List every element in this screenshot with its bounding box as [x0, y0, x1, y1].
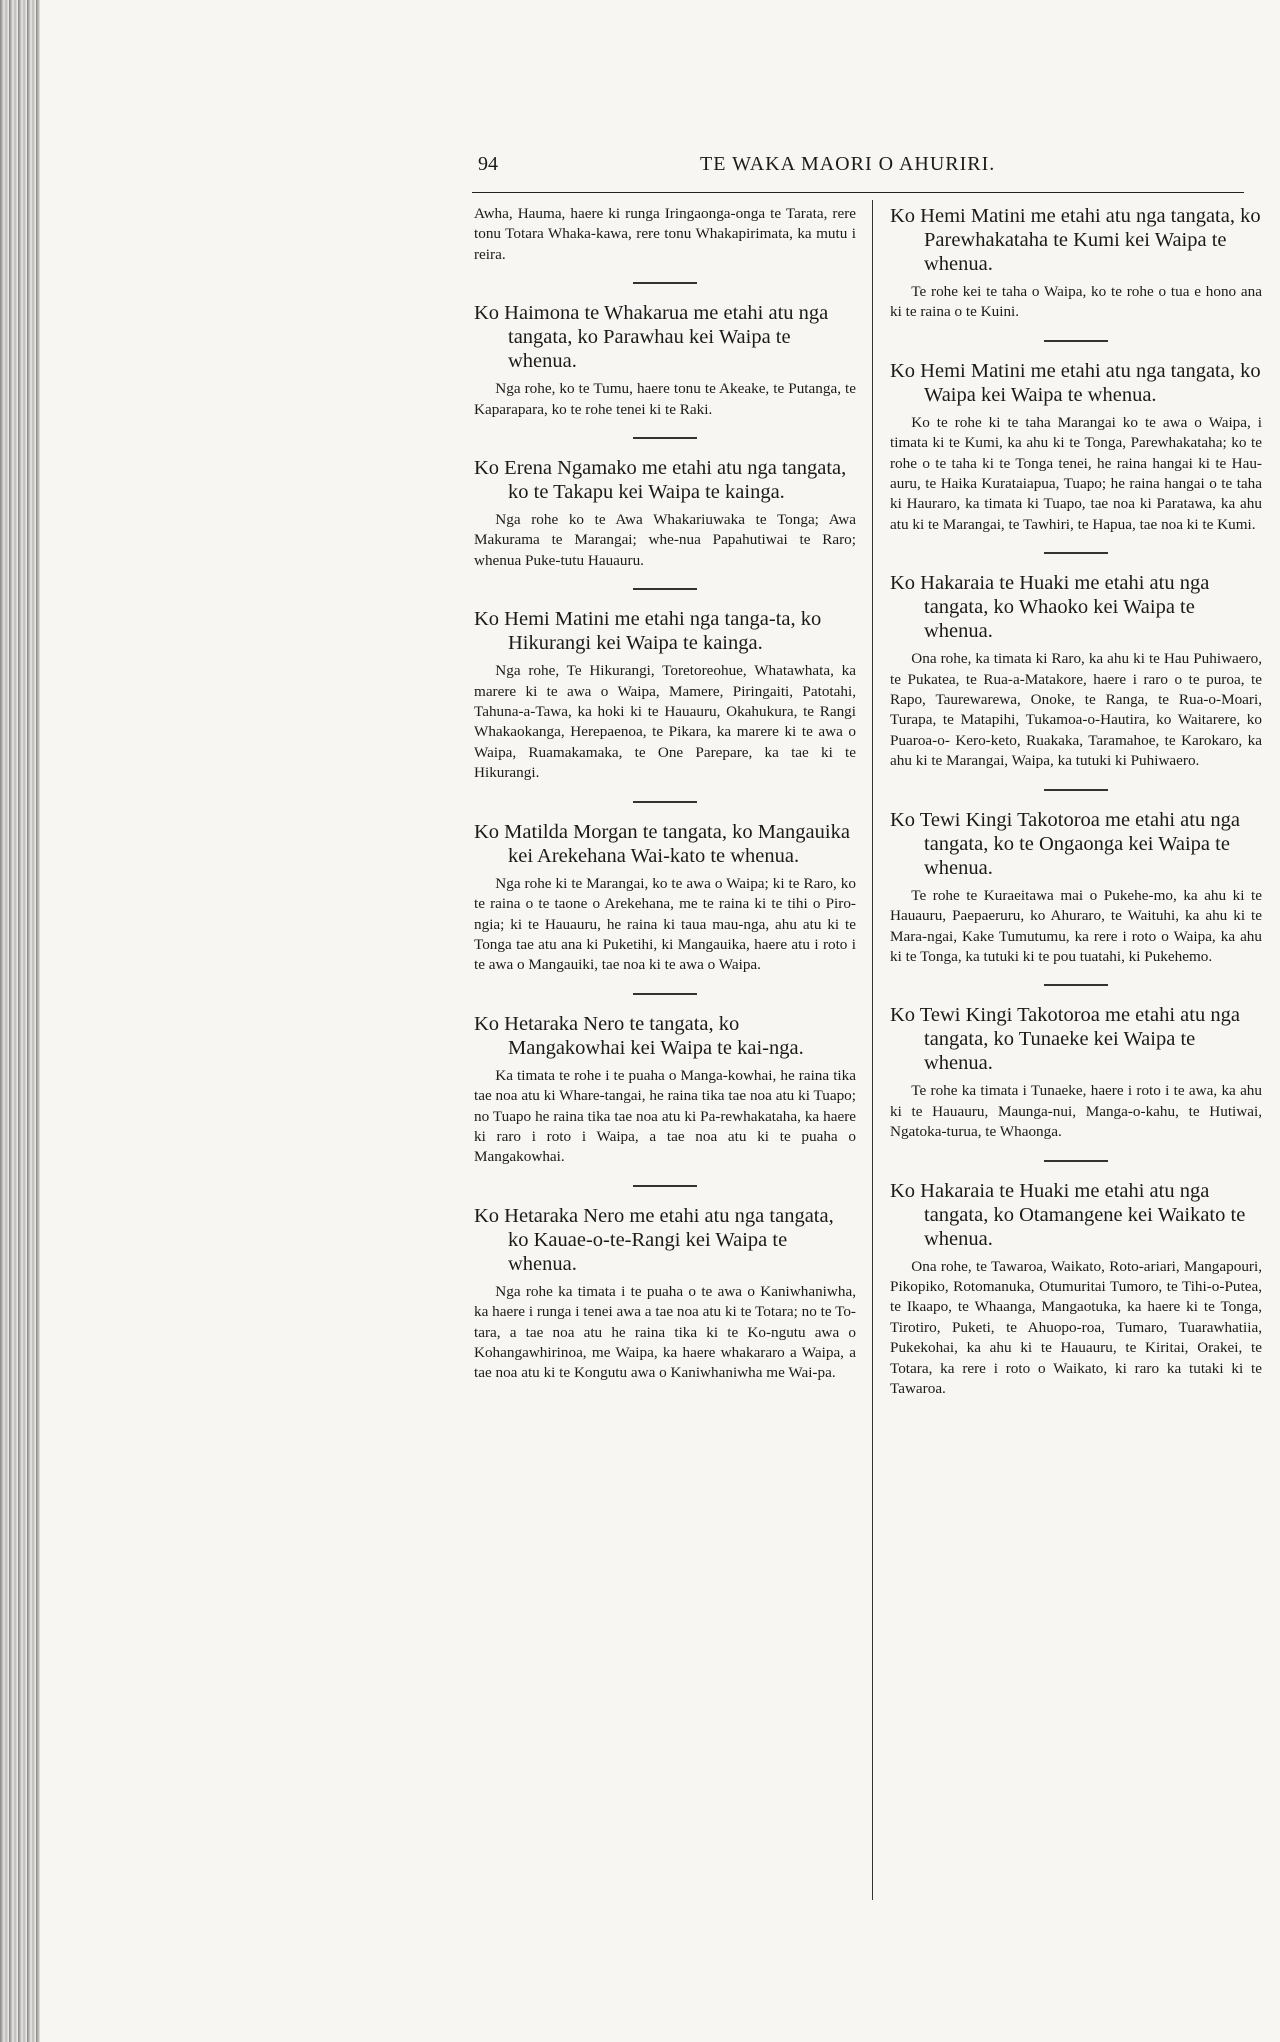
entry-body: Ona rohe, te Tawaroa, Waikato, Roto-ariari, Mangapouri, Pikopiko, Rotomanuka, Otumuritai Tumoro, te Tihi-o-Putea, te Ikaapo, te Whaanga, Mangaotuka, ka haere ki te Tonga, Tirotiro, Puketi, te Ahuopo-roa, Tumaro, Tuarawhatiia, Pukekohai, ka ahu ki te Hauauru, te Kiritai, Orakei, te Totara, ka rere i roto o Waikato, ki raro ka tutaki ki te Tawaroa. [890, 1257, 1262, 1397]
page-header [478, 153, 1234, 183]
entry-heading: Ko Tewi Kingi Takotoroa me etahi atu nga tangata, ko Tunaeke kei Waipa te whenua. [890, 1004, 1240, 1075]
entry-heading: Ko Haimona te Whakarua me etahi atu nga tangata, ko Parawhau kei Waipa te whenua. [474, 302, 829, 373]
land-entry [890, 571, 1262, 771]
entry-heading: Ko Tewi Kingi Takotoroa me etahi atu nga tangata, ko te Ongaonga kei Waipa te whenua. [890, 808, 1240, 879]
separator-rule [633, 993, 697, 995]
left-column [474, 204, 856, 1384]
entry-heading: Ko Hetaraka Nero te tangata, ko Mangakowhai kei Waipa te kai-nga. [474, 1012, 804, 1059]
entry-heading: Ko Matilda Morgan te tangata, ko Mangauika kei Arekehana Wai-kato te whenua. [474, 820, 850, 867]
separator-rule [633, 437, 697, 439]
land-entry [890, 1003, 1262, 1142]
entry-body: Nga rohe, ko te Tumu, haere tonu te Akeake, te Putanga, te Kaparapara, ko te rohe tenei ki te Raki. [474, 380, 856, 418]
separator-rule [633, 801, 697, 803]
separator-rule [1044, 789, 1108, 791]
entry-body: Te rohe kei te taha o Waipa, ko te rohe o tua e hono ana ki te raina o te Kuini. [890, 283, 1262, 321]
land-entry [474, 1204, 856, 1384]
column-divider [872, 200, 873, 1900]
page-number: 94 [478, 153, 498, 175]
land-entry [890, 808, 1262, 968]
land-entry [474, 301, 856, 420]
land-entry [890, 204, 1262, 323]
land-entry [474, 456, 856, 571]
entry-body: Te rohe ka timata i Tunaeke, haere i roto i te awa, ka ahu ki te Hauauru, Maunga-nui, Manga-o-kahu, te Hutiwai, Ngatoka-turua, te Whaonga. [890, 1082, 1262, 1141]
header-rule [472, 192, 1244, 193]
entry-body: Ko te rohe ki te taha Marangai ko te awa o Waipa, i timata ki te Kumi, ka ahu ki te Tonga, Parewhakataha; ko te rohe o te taha ki te Tonga tenei, he raina hangai ki te Hau-auru, te Haika Kurataiapua, Tuapo; he raina hangai o te taha ki Hauraro, ka timata ki Tuapo, tae noa ki Paratawa, ka ahu atu ki te Marangai, te Tawhiri, te Hapua, tae noa ki te Kumi. [890, 413, 1262, 533]
continued-paragraph [474, 204, 856, 265]
land-entry [474, 820, 856, 976]
entry-heading: Ko Hakaraia te Huaki me etahi atu nga tangata, ko Whaoko kei Waipa te whenua. [890, 572, 1210, 643]
entry-heading: Ko Hemi Matini me etahi atu nga tangata, ko Parewhakataha te Kumi kei Waipa te whenua. [890, 205, 1261, 275]
land-entry [474, 607, 856, 783]
entry-heading: Ko Hetaraka Nero me etahi atu nga tangata, ko Kauae-o-te-Rangi kei Waipa te whenua. [474, 1204, 834, 1275]
land-entry [890, 1179, 1262, 1400]
land-entry [474, 1012, 856, 1168]
entry-heading: Ko Hemi Matini me etahi atu nga tangata, ko Waipa kei Waipa te whenua. [890, 359, 1261, 406]
separator-rule [633, 1185, 697, 1187]
entry-body: Ona rohe, ka timata ki Raro, ka ahu ki te Hau Puhiwaero, te Pukatea, te Rua-a-Matakore, haere i raro o te puroa, te Rapo, Taurewarewa, Onoke, te Ranga, te Rua-o-Moari, Turapa, te Matapihi, Tukamoa-o-Hautira, ko Waitarere, ko Puaroa-o- Kero-keto, Ruakaka, Taramahoe, te Karokaro, ka ahu ki te Marangai, Waipa, ka tutuki ki Puhiwaero. [890, 650, 1262, 770]
separator-rule [633, 588, 697, 590]
entry-body: Nga rohe ko te Awa Whakariuwaka te Tonga; Awa Makurama te Marangai; whe-nua Papahutiwai te Raro; whenua Puke-tutu Hauauru. [474, 511, 856, 569]
continued-text: Awha, Hauma, haere ki runga Iringaonga-onga te Tarata, rere tonu Totara Whaka-kawa, rere tonu Whakapirimata, ka mutu i reira. [474, 205, 856, 263]
separator-rule [633, 282, 697, 284]
right-column [890, 204, 1262, 1399]
entry-body: Nga rohe, Te Hikurangi, Toretoreohue, Whatawhata, ka marere ki te awa o Waipa, Mamere, Piringaiti, Patotahi, Tahuna-a-Tawa, ka hoki ki te Hauauru, Okahukura, te Rangi Whakaokanga, Herepaenoa, te Pikara, ka marere ki te awa o Waipa, Ruamakamaka, te One Parepare, ka tae ki te Hikurangi. [474, 662, 856, 782]
entry-body: Te rohe te Kuraeitawa mai o Pukehe-mo, ka ahu ki te Hauauru, Paepaeruru, ko Ahuraro, te Waituhi, ka ahu ki te Mara-ngai, Kake Tumutumu, ka rere i roto o Waipa, ka ahu ki te Tonga, ka tutuki ki te pou tuatahi, ki Pukehemo. [890, 886, 1262, 965]
entry-body: Nga rohe ka timata i te puaha o te awa o Kaniwhaniwha, ka haere i runga i tenei awa a tae noa atu ki te Totara; no te To-tara, a tae noa atu he raina tika ki te Ko-ngutu awa o Kohangawhirinoa, me Waipa, ka haere whakararo a Waipa, a tae noa atu ki te Kongutu awa o Kaniwhaniwha me Wai-pa. [474, 1282, 856, 1382]
land-entry [890, 359, 1262, 535]
entry-heading: Ko Hakaraia te Huaki me etahi atu nga tangata, ko Otamangene kei Waikato te whenua. [890, 1179, 1246, 1250]
entry-body: Nga rohe ki te Marangai, ko te awa o Waipa; ki te Raro, ko te raina o te taone o Arekehana, me te raina ki te tihi o Piro-ngia; ki te Hauauru, he raina ki taua mau-nga, ahu atu ki te Tonga tae atu ana ki Puketihi, ki Mangauika, haere atu i roto i te awa o Mangauiki, tae noa ki te awa o Waipa. [474, 874, 856, 974]
separator-rule [1044, 1160, 1108, 1162]
entry-body: Ka timata te rohe i te puaha o Manga-kowhai, he raina tika tae noa atu ki Whare-tangai, he raina tika tae noa atu ki Tuapo; no Tuapo he raina tika tae noa atu ki Pa-rewhakataha, ka haere ki raro i roto i Waipa, a tae noa atu ki te puaha o Mangakowhai. [474, 1066, 856, 1166]
entry-heading: Ko Hemi Matini me etahi nga tanga-ta, ko Hikurangi kei Waipa te kainga. [474, 608, 822, 655]
separator-rule [1044, 984, 1108, 986]
binding-edge [0, 0, 40, 2042]
entry-heading: Ko Erena Ngamako me etahi atu nga tangata, ko te Takapu kei Waipa te kainga. [474, 457, 847, 504]
separator-rule [1044, 552, 1108, 554]
separator-rule [1044, 340, 1108, 342]
running-title: TE WAKA MAORI O AHURIRI. [700, 153, 996, 175]
